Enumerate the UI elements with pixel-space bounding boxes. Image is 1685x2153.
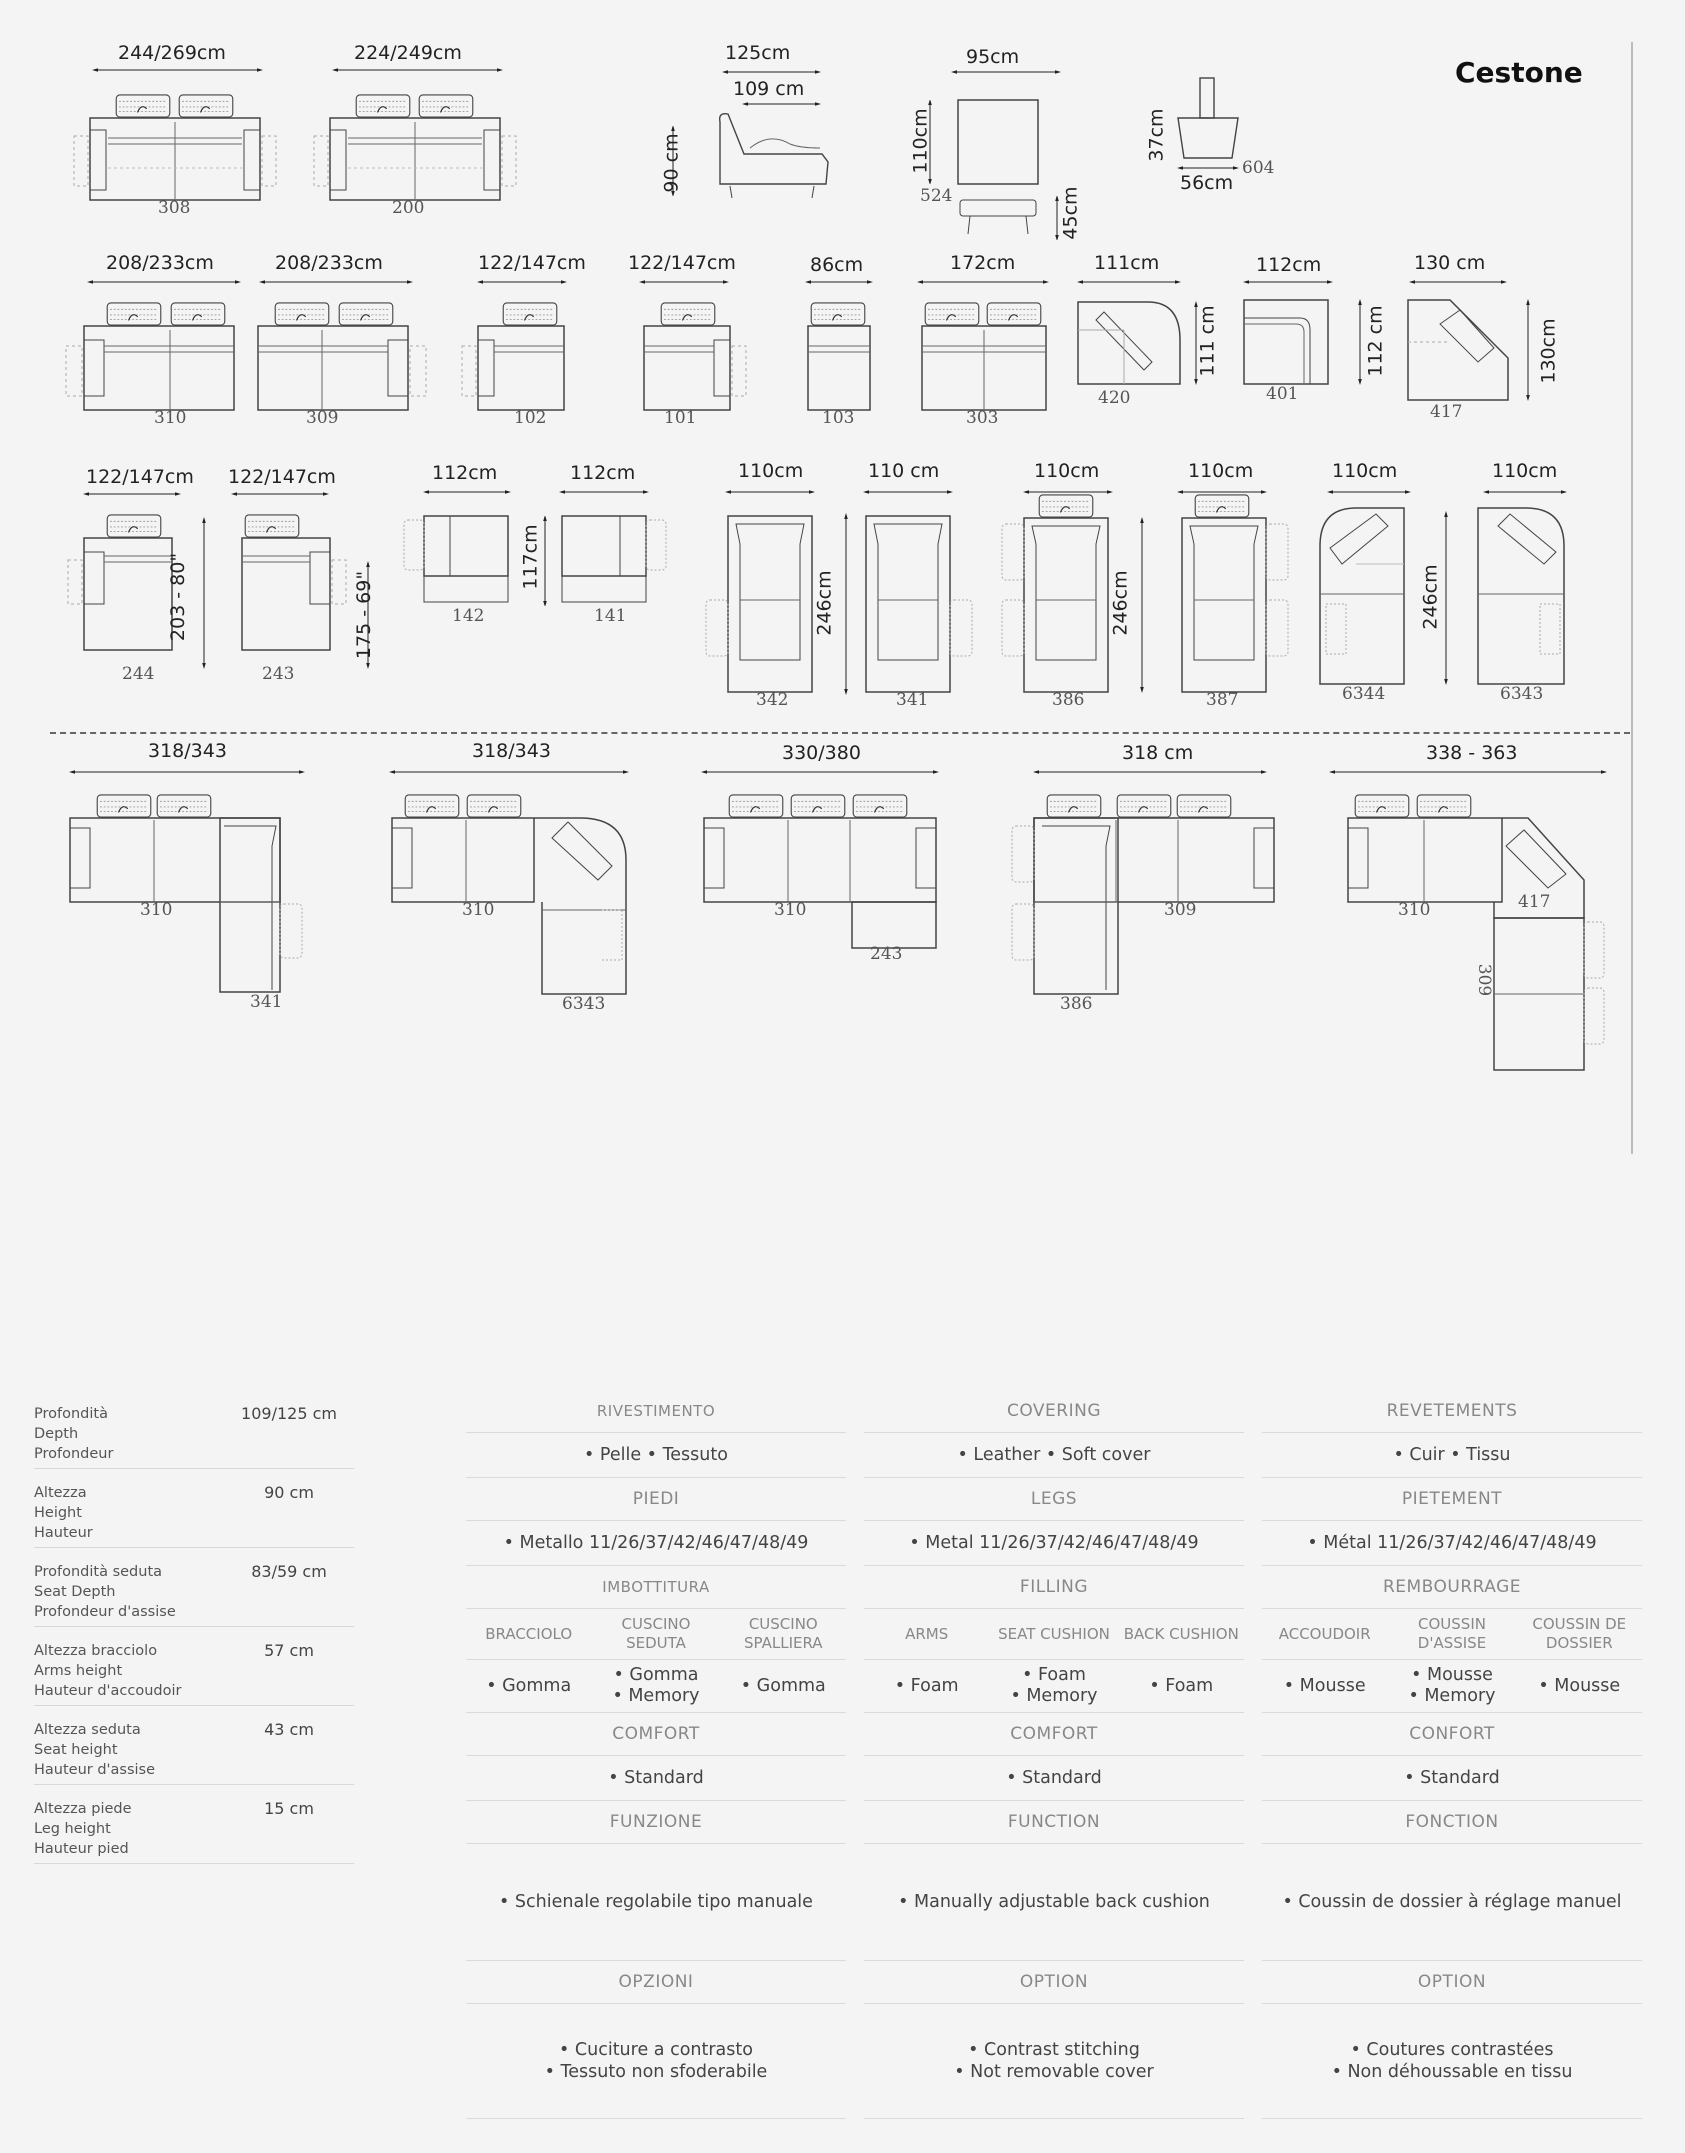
dim-386-width: 110cm: [1034, 460, 1100, 482]
dim-243-width: 122/147cm: [228, 466, 336, 488]
dim-387-width: 110cm: [1188, 460, 1254, 482]
code-310: 310: [154, 408, 187, 428]
spec-value: 109/125 cm: [241, 1404, 337, 1423]
spec-label: Height: [34, 1505, 82, 1521]
module-244: [66, 484, 216, 678]
spec-label: Altezza: [34, 1485, 87, 1501]
spec-cell: FUNCTION: [864, 1801, 1244, 1844]
spec-label: Profondità: [34, 1406, 108, 1422]
spec-cell: CUSCINO SPALLIERA: [744, 1615, 823, 1652]
spec-cell: • Coutures contrastées: [1350, 2040, 1554, 2060]
spec-cell: • Coussin de dossier à réglage manuel: [1262, 1844, 1642, 1961]
module-102: [460, 270, 580, 424]
spec-cell: • Foam: [1022, 1665, 1086, 1685]
dim-side-depth: 125cm: [725, 42, 791, 64]
spec-cell: OPTION: [1262, 1961, 1642, 2004]
spec-cell: [466, 1660, 846, 1713]
spec-cell: • Metal 11/26/37/42/46/47/48/49: [864, 1521, 1244, 1566]
module-387: [1170, 484, 1320, 698]
dim-composition-2: 318/343: [472, 740, 551, 762]
code-309: 309: [306, 408, 339, 428]
spec-label: Hauteur pied: [34, 1841, 129, 1857]
dim-309-width: 208/233cm: [275, 252, 383, 274]
spec-value: 83/59 cm: [251, 1562, 327, 1581]
module-604: [1170, 72, 1250, 176]
spec-cell: [1262, 1660, 1642, 1713]
code-142: 142: [452, 606, 485, 626]
composition-2: [380, 760, 640, 1014]
spec-cell: • Gomma: [486, 1675, 572, 1696]
code-303: 303: [966, 408, 999, 428]
spec-cell: COUSSIN DE DOSSIER: [1532, 1615, 1627, 1652]
spec-cell: • Leather • Soft cover: [864, 1433, 1244, 1478]
spec-cell: CONFORT: [1262, 1713, 1642, 1756]
code-387: 387: [1206, 690, 1239, 710]
vertical-divider: [1631, 42, 1633, 1154]
spec-row: [34, 1390, 354, 1469]
dim-composition-5: 338 - 363: [1426, 742, 1518, 764]
code-c2-310: 310: [462, 900, 495, 920]
spec-cell: RIVESTIMENTO: [466, 1390, 846, 1433]
spec-cell: • Tessuto non sfoderabile: [544, 2062, 768, 2082]
spec-cell: FILLING: [864, 1566, 1244, 1609]
dim-604-width: 56cm: [1180, 172, 1234, 194]
code-c2-6343: 6343: [562, 994, 606, 1014]
code-401: 401: [1266, 384, 1299, 404]
spec-cell: [864, 1660, 1244, 1713]
spec-row: [34, 1548, 354, 1627]
spec-label: Profondeur d'assise: [34, 1604, 176, 1620]
module-309: [250, 270, 440, 424]
dim-142-width: 112cm: [432, 462, 498, 484]
spec-cell: • Standard: [466, 1756, 846, 1801]
module-308: [70, 60, 280, 214]
dim-6344-width: 110cm: [1332, 460, 1398, 482]
spec-cell: BACK CUSHION: [1123, 1624, 1239, 1643]
dim-side-seat-depth: 109 cm: [733, 78, 805, 100]
composition-4: [1006, 760, 1296, 1014]
module-141: [556, 484, 676, 618]
code-341: 341: [896, 690, 929, 710]
spec-cell: PIETEMENT: [1262, 1478, 1642, 1521]
module-101: [636, 270, 756, 424]
spec-label: Hauteur: [34, 1525, 93, 1541]
dim-417-width: 130 cm: [1414, 252, 1486, 274]
dim-103-width: 86cm: [810, 254, 864, 276]
dim-141-width: 112cm: [570, 462, 636, 484]
code-c1-341: 341: [250, 992, 283, 1012]
module-6344: [1316, 484, 1476, 698]
spec-cell: • Pelle • Tessuto: [466, 1433, 846, 1478]
spec-cell: [1262, 1609, 1642, 1660]
code-c5-309: 309: [1474, 963, 1495, 997]
spec-cell: • Mousse: [1411, 1665, 1493, 1685]
spec-cell: IMBOTTITURA: [466, 1566, 846, 1609]
dim-420-depth: 111 cm: [1196, 305, 1219, 377]
module-303: [914, 270, 1054, 424]
module-200: [310, 60, 520, 214]
spec-cell: • Mousse: [1283, 1675, 1366, 1696]
dim-303-width: 172cm: [950, 252, 1016, 274]
spec-row: [34, 1706, 354, 1785]
spec-cell: • Memory: [1010, 1686, 1098, 1706]
spec-cell: • Cuir • Tissu: [1262, 1433, 1642, 1478]
code-141: 141: [594, 606, 627, 626]
spec-cell: [864, 1609, 1244, 1660]
spec-cell: • Standard: [864, 1756, 1244, 1801]
dim-243-length: 175 - 69": [353, 570, 376, 660]
spec-cell: COUSSIN D'ASSISE: [1417, 1615, 1487, 1652]
spec-cell: [1262, 2004, 1642, 2119]
dim-244-length: 203 - 80": [167, 552, 190, 642]
module-342: [700, 484, 820, 698]
module-310: [60, 270, 250, 424]
dim-524-width: 95cm: [966, 46, 1020, 68]
spec-cell: • Cuciture a contrasto: [559, 2040, 753, 2060]
code-c1-310: 310: [140, 900, 173, 920]
spec-column-en: [864, 1390, 1244, 2119]
dim-side-height: 90 cm: [660, 133, 683, 193]
spec-label: Arms height: [34, 1663, 123, 1679]
dim-524-height: 45cm: [1059, 186, 1082, 240]
spec-value: 90 cm: [264, 1483, 314, 1502]
spec-label: Altezza bracciolo: [34, 1643, 158, 1659]
spec-row: [34, 1627, 354, 1706]
code-524: 524: [920, 186, 953, 206]
dim-341-width: 110 cm: [868, 460, 940, 482]
spec-column-fr: [1262, 1390, 1642, 2119]
composition-3: [690, 760, 970, 964]
module-341: [836, 484, 986, 698]
spec-value: 43 cm: [264, 1720, 314, 1739]
spec-cell: OPTION: [864, 1961, 1244, 2004]
dim-200-width: 224/249cm: [354, 42, 462, 64]
spec-cell: • Not removable cover: [954, 2062, 1154, 2082]
dim-6343-width: 110cm: [1492, 460, 1558, 482]
spec-cell: • Metallo 11/26/37/42/46/47/48/49: [466, 1521, 846, 1566]
code-102: 102: [514, 408, 547, 428]
code-243: 243: [262, 664, 295, 684]
dimensions-table: [34, 1390, 354, 1864]
dim-101-width: 122/147cm: [628, 252, 736, 274]
spec-label: Seat height: [34, 1742, 118, 1758]
code-c5-417: 417: [1518, 892, 1551, 912]
dim-341-length: 246cm: [813, 570, 836, 636]
spec-cell: FUNZIONE: [466, 1801, 846, 1844]
spec-cell: CUSCINO SEDUTA: [621, 1615, 691, 1652]
code-417: 417: [1430, 402, 1463, 422]
composition-5: [1320, 760, 1620, 1094]
spec-label: Altezza piede: [34, 1801, 132, 1817]
spec-cell: • Gomma: [740, 1675, 826, 1696]
spec-cell: • Mousse: [1538, 1675, 1621, 1696]
dim-342-width: 110cm: [738, 460, 804, 482]
dim-604-height: 37cm: [1145, 108, 1168, 162]
code-c4-386: 386: [1060, 994, 1093, 1014]
spec-cell: SEAT CUSHION: [998, 1624, 1110, 1643]
dim-244-width: 122/147cm: [86, 466, 194, 488]
code-244: 244: [122, 664, 155, 684]
dim-composition-4: 318 cm: [1122, 742, 1194, 764]
spec-label: Hauteur d'assise: [34, 1762, 156, 1778]
code-c3-310: 310: [774, 900, 807, 920]
code-c4-309: 309: [1164, 900, 1197, 920]
spec-value: 15 cm: [264, 1799, 314, 1818]
module-142: [400, 484, 520, 618]
spec-row: [34, 1469, 354, 1548]
dim-524-depth: 110cm: [909, 108, 932, 174]
spec-label: Profondeur: [34, 1446, 114, 1462]
code-342: 342: [756, 690, 789, 710]
code-308: 308: [158, 198, 191, 218]
dim-6344-length: 246cm: [1419, 564, 1442, 630]
code-604: 604: [1242, 158, 1275, 178]
spec-cell: • Standard: [1262, 1756, 1642, 1801]
spec-cell: • Gomma: [613, 1665, 699, 1685]
dim-composition-1: 318/343: [148, 740, 227, 762]
dim-102-width: 122/147cm: [478, 252, 586, 274]
spec-cell: COVERING: [864, 1390, 1244, 1433]
spec-cell: • Schienale regolabile tipo manuale: [466, 1844, 846, 1961]
spec-cell: [466, 2004, 846, 2119]
code-c5-310: 310: [1398, 900, 1431, 920]
spec-cell: REVETEMENTS: [1262, 1390, 1642, 1433]
spec-cell: • Foam: [1149, 1675, 1214, 1696]
composition-1: [60, 760, 320, 1004]
spec-label: Seat Depth: [34, 1584, 116, 1600]
dim-310-width: 208/233cm: [106, 252, 214, 274]
spec-cell: LEGS: [864, 1478, 1244, 1521]
dim-141-depth: 117cm: [519, 524, 542, 590]
spec-cell: COMFORT: [864, 1713, 1244, 1756]
spec-cell: ARMS: [905, 1624, 949, 1643]
code-6343: 6343: [1500, 684, 1544, 704]
section-divider: [50, 732, 1630, 734]
spec-cell: ACCOUDOIR: [1278, 1624, 1371, 1643]
spec-cell: BRACCIOLO: [485, 1624, 573, 1643]
spec-cell: OPZIONI: [466, 1961, 846, 2004]
spec-cell: • Contrast stitching: [968, 2040, 1140, 2060]
dim-386-length: 246cm: [1109, 570, 1132, 636]
spec-label: Profondità seduta: [34, 1564, 163, 1580]
code-420: 420: [1098, 388, 1131, 408]
module-6343: [1474, 484, 1594, 698]
spec-label: Leg height: [34, 1821, 111, 1837]
spec-cell: • Métal 11/26/37/42/46/47/48/49: [1262, 1521, 1642, 1566]
spec-cell: • Memory: [612, 1686, 700, 1706]
code-6344: 6344: [1342, 684, 1386, 704]
spec-cell: COMFORT: [466, 1713, 846, 1756]
module-417: [1404, 270, 1554, 424]
spec-cell: [864, 2004, 1244, 2119]
spec-cell: FONCTION: [1262, 1801, 1642, 1844]
brand-title: Cestone: [1455, 56, 1583, 89]
spec-cell: • Non déhoussable en tissu: [1331, 2062, 1573, 2082]
code-200: 200: [392, 198, 425, 218]
spec-label: Altezza seduta: [34, 1722, 141, 1738]
code-c3-243: 243: [870, 944, 903, 964]
spec-cell: PIEDI: [466, 1478, 846, 1521]
spec-column-it: [466, 1390, 846, 2119]
code-101: 101: [664, 408, 697, 428]
module-103: [800, 270, 880, 424]
spec-row: [34, 1785, 354, 1864]
spec-cell: • Manually adjustable back cushion: [864, 1844, 1244, 1961]
dim-composition-3: 330/380: [782, 742, 861, 764]
spec-cell: • Memory: [1408, 1686, 1496, 1706]
spec-cell: [466, 1609, 846, 1660]
code-386: 386: [1052, 690, 1085, 710]
dim-401-depth: 112 cm: [1364, 305, 1387, 377]
spec-label: Depth: [34, 1426, 79, 1442]
code-103: 103: [822, 408, 855, 428]
dim-420-width: 111cm: [1094, 252, 1160, 274]
dim-417-depth: 130cm: [1537, 318, 1560, 384]
spec-cell: • Foam: [894, 1675, 959, 1696]
spec-cell: REMBOURRAGE: [1262, 1566, 1642, 1609]
dim-308-width: 244/269cm: [118, 42, 226, 64]
dim-401-width: 112cm: [1256, 254, 1322, 276]
spec-value: 57 cm: [264, 1641, 314, 1660]
spec-label: Hauteur d'accoudoir: [34, 1683, 182, 1699]
